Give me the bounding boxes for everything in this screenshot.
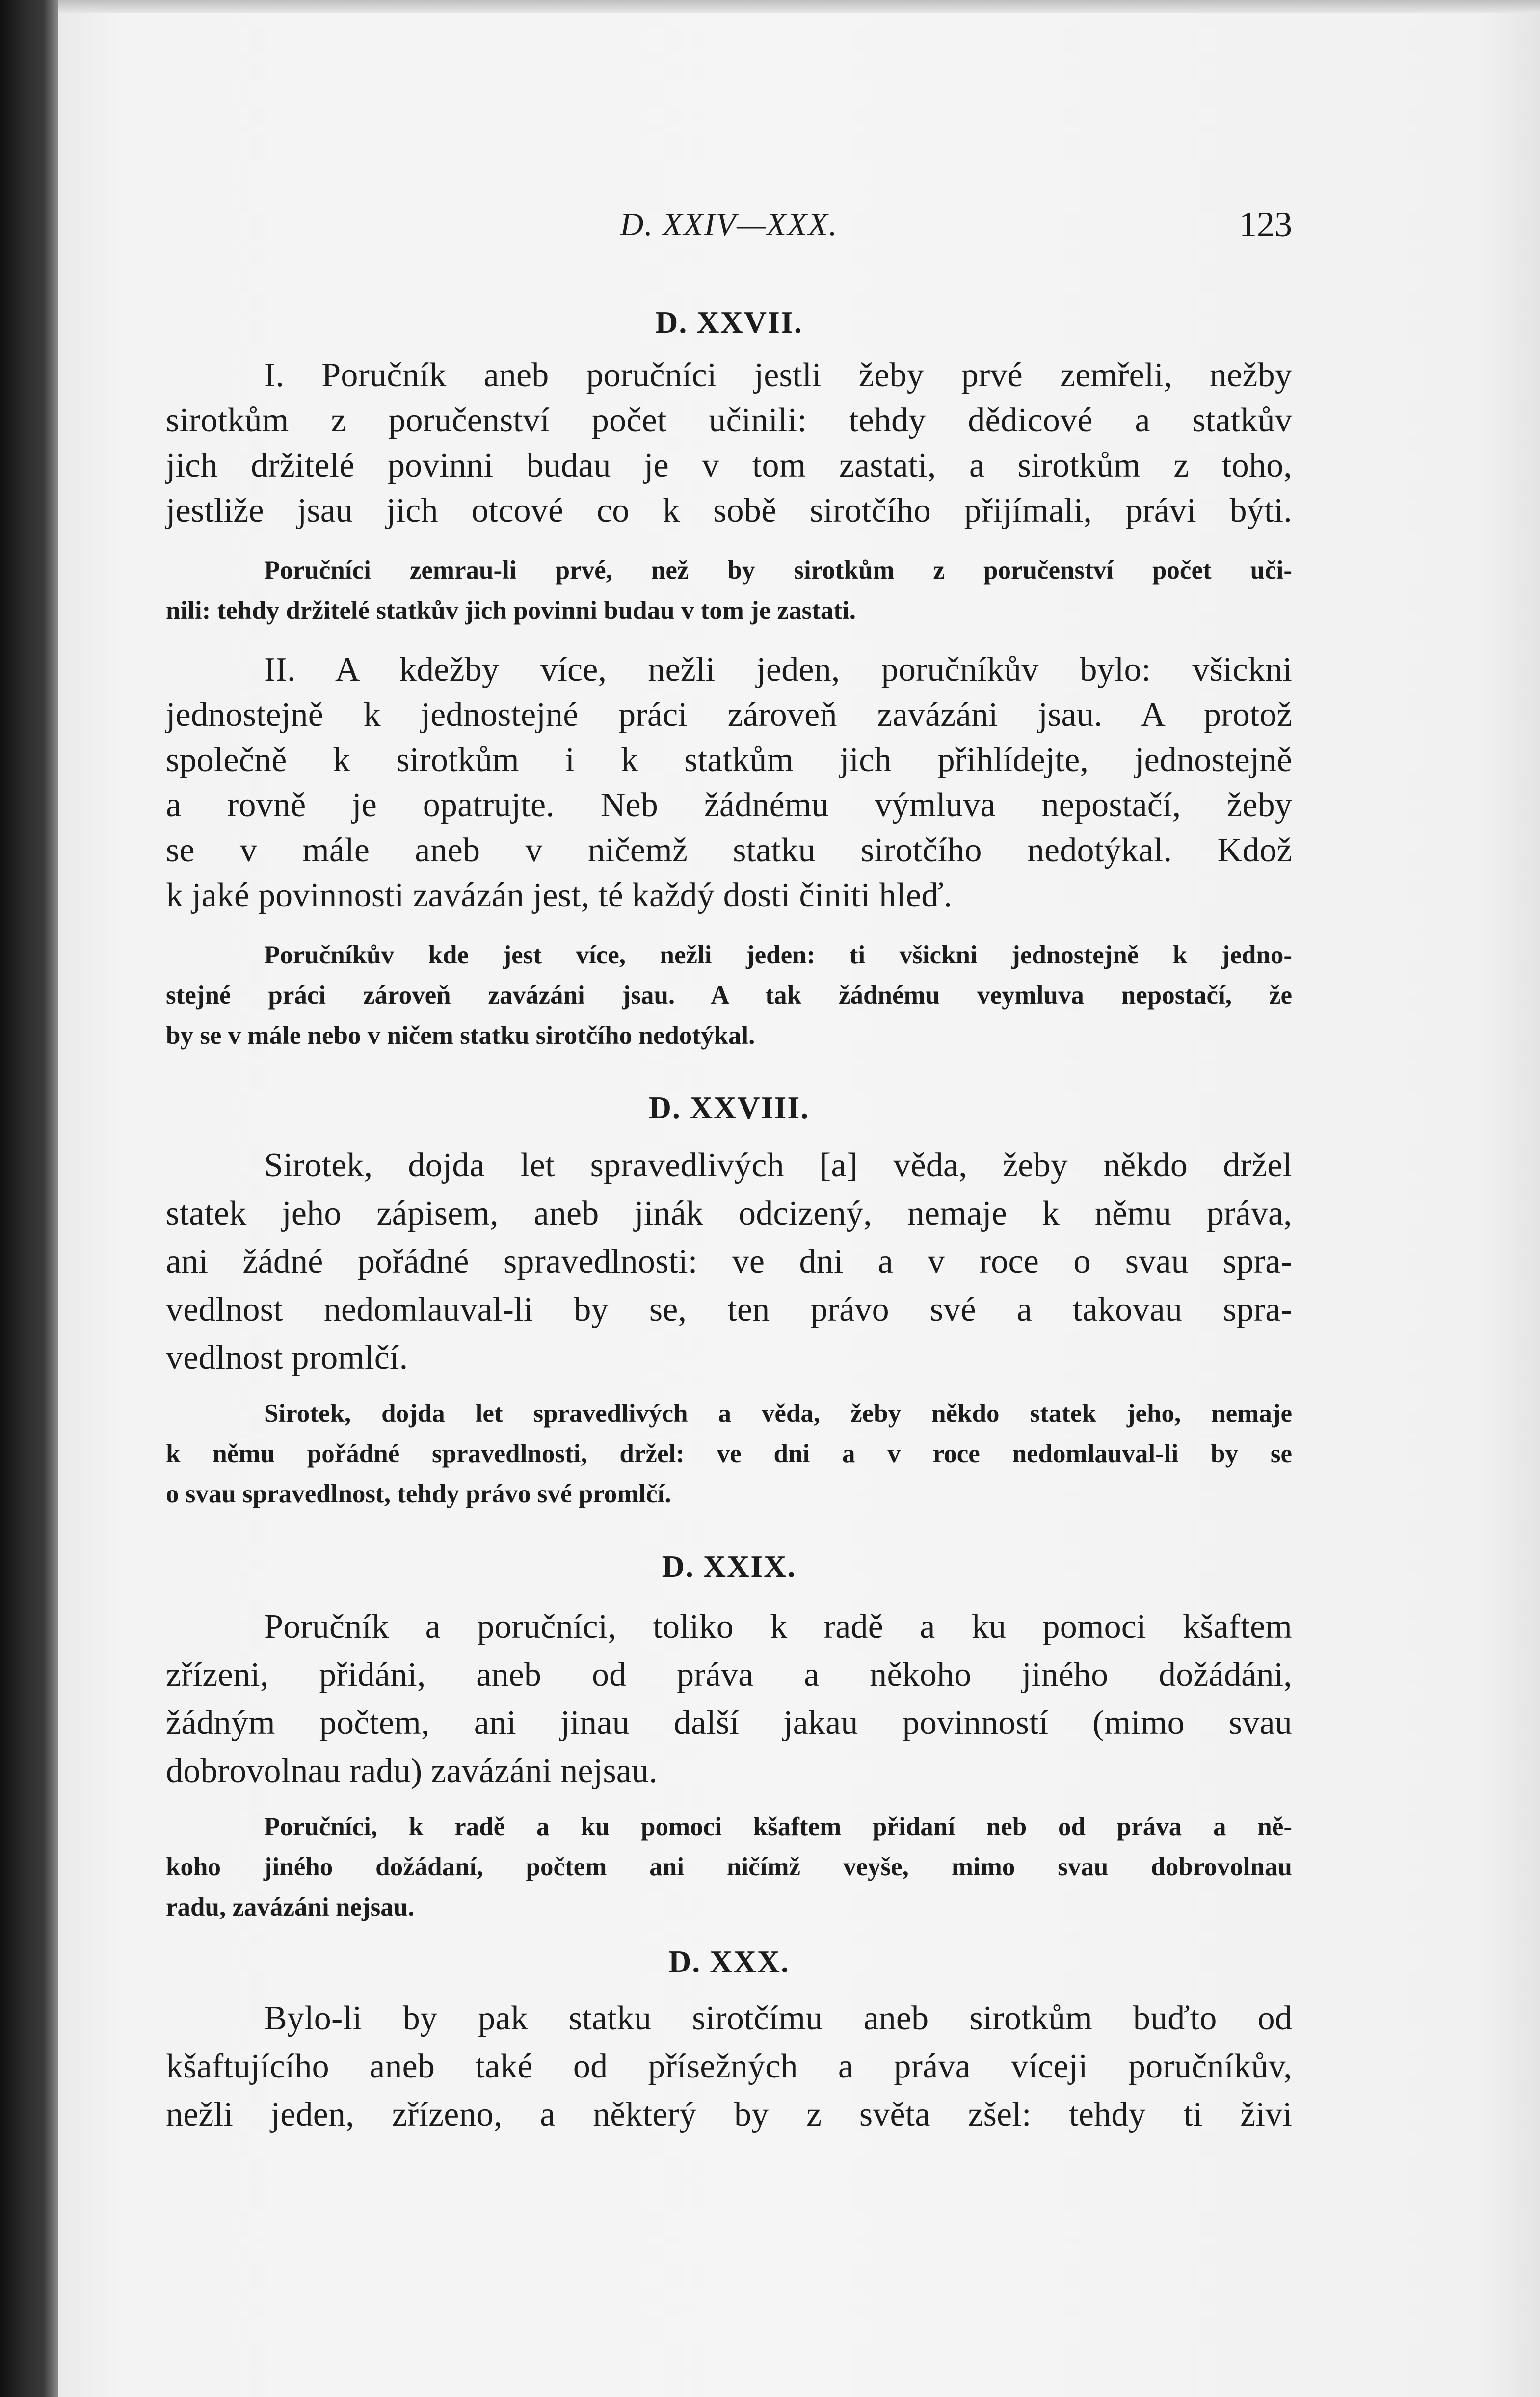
- note-line: stejné práci zároveň zavázáni jsau. A tak žádnému veymluva nepostačí, že: [166, 981, 1292, 1010]
- running-head-title: D. XXIV—XXX.: [620, 207, 838, 242]
- running-head: [166, 206, 1292, 250]
- note-line: k němu pořádné spravedlnosti, držel: ve dni a v roce nedomlauval-li by se: [166, 1439, 1292, 1468]
- page-number: 123: [1239, 205, 1292, 244]
- note-line: Poručníci, k radě a ku pomoci kšaftem přidaní neb od práva a ně-: [264, 1812, 1292, 1841]
- text-line: žádným počtem, ani jinau další jakau povinností (mimo svau: [166, 1704, 1292, 1742]
- text-line: jich držitelé povinni budau je v tom zastati, a sirotkům z toho,: [166, 447, 1292, 484]
- text-line: Bylo-li by pak statku sirotčímu aneb sirotkům buďto od: [264, 1999, 1292, 2037]
- note-line: Poručníkův kde jest více, nežli jeden: ti všickni jednostejně k jedno-: [264, 941, 1292, 969]
- section-heading-xxix: D. XXIX.: [662, 1549, 797, 1584]
- text-line: jednostejně k jednostejné práci zároveň zavázáni jsau. A protož: [166, 696, 1292, 734]
- text-line: II. A kdežby více, nežli jeden, poručníkův bylo: všickni: [264, 651, 1292, 689]
- section-heading-xxx: D. XXX.: [668, 1944, 790, 1979]
- text-line: se v mále aneb v ničemž statku sirotčího nedotýkal. Kdož: [166, 831, 1292, 869]
- text-line: zřízeni, přidáni, aneb od práva a někoho jiného dožádáni,: [166, 1656, 1292, 1694]
- note-line: Poručníci zemrau-li prvé, než by sirotkům z poručenství počet uči-: [264, 556, 1292, 585]
- text-line: ani žádné pořádné spravedlnosti: ve dni a v roce o svau spra-: [166, 1243, 1292, 1280]
- text-line: k jaké povinnosti zavázán jest, té každý dosti činiti hleď.: [166, 877, 953, 914]
- note-line: nili: tehdy držitelé statkův jich povinni budau v tom je zastati.: [166, 596, 856, 625]
- book-gutter-shadow: [0, 0, 58, 2397]
- note-line: by se v mále nebo v ničem statku sirotčího nedotýkal.: [166, 1021, 755, 1050]
- text-line: Sirotek, dojda let spravedlivých [a] věda, žeby někdo držel: [264, 1146, 1292, 1184]
- text-line: I. Poručník aneb poručníci jestli žeby prvé zemřeli, nežby: [264, 356, 1292, 394]
- text-line: a rovně je opatrujte. Neb žádnému výmluva nepostačí, žeby: [166, 786, 1292, 824]
- note-line: radu, zavázáni nejsau.: [166, 1893, 415, 1921]
- text-line: kšaftujícího aneb také od přísežných a práva víceji poručníkův,: [166, 2048, 1292, 2085]
- text-line: společně k sirotkům i k statkům jich přihlídejte, jednostejně: [166, 741, 1292, 779]
- note-line: koho jiného dožádaní, počtem ani ničímž veyše, mimo svau dobrovolnau: [166, 1853, 1292, 1881]
- text-line: Poručník a poručníci, toliko k radě a ku pomoci kšaftem: [264, 1608, 1292, 1646]
- section-heading-xxvii: D. XXVII.: [655, 305, 803, 340]
- section-heading-xxviii: D. XXVIII.: [648, 1090, 810, 1125]
- note-line: o svau spravedlnost, tehdy právo své promlčí.: [166, 1480, 671, 1508]
- text-line: jestliže jsau jich otcové co k sobě sirotčího přijímali, právi býti.: [166, 492, 1292, 530]
- text-line: vedlnost promlčí.: [166, 1339, 408, 1377]
- text-line: statek jeho zápisem, aneb jinák odcizený, nemaje k němu práva,: [166, 1195, 1292, 1232]
- text-line: nežli jeden, zřízeno, a některý by z světa zšel: tehdy ti živi: [166, 2096, 1292, 2133]
- text-line: vedlnost nedomlauval-li by se, ten právo své a takovau spra-: [166, 1291, 1292, 1329]
- page-top-edge: [58, 0, 1540, 13]
- note-line: Sirotek, dojda let spravedlivých a věda, žeby někdo statek jeho, nemaje: [264, 1399, 1292, 1428]
- text-line: dobrovolnau radu) zavázáni nejsau.: [166, 1752, 658, 1790]
- text-line: sirotkům z poručenství počet učinili: tehdy dědicové a statkův: [166, 401, 1292, 439]
